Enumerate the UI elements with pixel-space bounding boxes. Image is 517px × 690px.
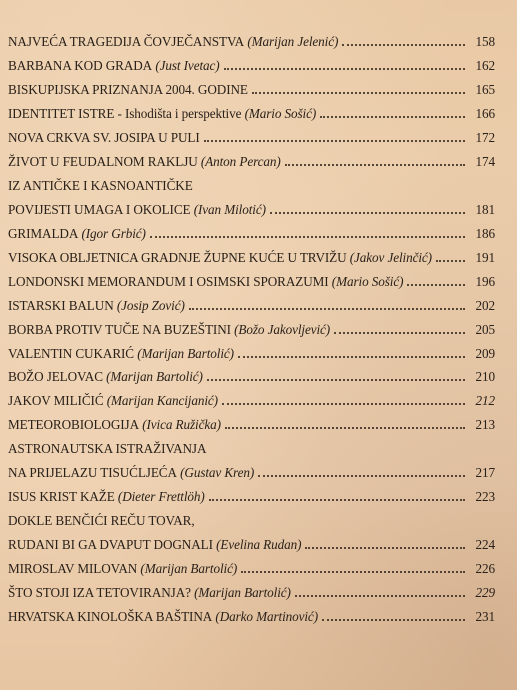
toc-entry xyxy=(8,459,495,479)
dot-leader xyxy=(209,498,465,501)
toc-entry xyxy=(8,579,495,599)
entry-title: LONDONSKI MEMORANDUM I OSIMSKI SPORAZUMI xyxy=(8,273,329,289)
dot-leader xyxy=(258,474,465,477)
entry-title: IZ ANTIČKE I KASNOANTIČKE xyxy=(8,177,193,193)
entry-page-number: 213 xyxy=(475,416,495,432)
entry-title: HRVATSKA KINOLOŠKA BAŠTINA xyxy=(8,608,213,624)
entry-title: BISKUPIJSKA PRIZNANJA 2004. GODINE xyxy=(8,81,248,97)
toc-entry-heading xyxy=(8,507,495,527)
toc-entry xyxy=(8,268,495,288)
entry-page-number: 181 xyxy=(475,201,495,217)
entry-title: ISUS KRIST KAŽE xyxy=(8,488,115,504)
toc-entry xyxy=(8,244,495,264)
dot-leader xyxy=(252,91,465,94)
toc-entry xyxy=(8,363,495,383)
entry-title: NA PRIJELAZU TISUĆLJEĆA xyxy=(8,464,177,480)
toc-entry-heading xyxy=(8,172,495,192)
entry-page-number: 205 xyxy=(475,321,495,337)
entry-author: (Igor Grbić) xyxy=(81,225,146,241)
entry-page-number: 165 xyxy=(475,81,495,97)
dot-leader xyxy=(320,115,465,118)
entry-title: RUDANI BI GA DVAPUT DOGNALI xyxy=(8,536,213,552)
entry-author: (Božo Jakovljević) xyxy=(234,321,331,337)
entry-page-number: 212 xyxy=(475,392,495,408)
dot-leader xyxy=(204,139,465,142)
entry-author: (Marijan Bartolić) xyxy=(140,560,238,576)
entry-page-number: 166 xyxy=(475,105,495,121)
entry-title: IDENTITET ISTRE - Ishodišta i perspektive xyxy=(8,105,242,121)
entry-title: BORBA PROTIV TUČE NA BUZEŠTINI xyxy=(8,321,231,337)
entry-author: (Marijan Bartolić) xyxy=(194,584,291,600)
entry-page-number: 172 xyxy=(475,129,495,145)
entry-author: (Jakov Jelinčić) xyxy=(349,249,432,265)
entry-title: VISOKA OBLJETNICA GRADNJE ŽUPNE KUĆE U TRVIŽU xyxy=(8,249,347,265)
entry-page-number: 191 xyxy=(475,249,495,265)
entry-title: MIROSLAV MILOVAN xyxy=(8,560,138,576)
toc-entry xyxy=(8,148,495,168)
toc-entry xyxy=(8,483,495,503)
entry-title: BOŽO JELOVAC xyxy=(8,368,103,384)
entry-page-number: 186 xyxy=(475,225,495,241)
toc-entry xyxy=(8,555,495,575)
toc-entry xyxy=(8,100,495,120)
dot-leader xyxy=(295,594,465,597)
dot-leader xyxy=(238,355,465,358)
entry-title: ISTARSKI BALUN xyxy=(8,297,114,313)
entry-title: BARBANA KOD GRADA xyxy=(8,57,153,73)
entry-page-number: 162 xyxy=(475,57,495,73)
dot-leader xyxy=(305,546,465,549)
entry-page-number: 158 xyxy=(475,33,495,49)
dot-leader xyxy=(241,570,465,573)
entry-author: (Dieter Frettlöh) xyxy=(117,488,205,504)
dot-leader xyxy=(407,283,465,286)
entry-title: DOKLE BENČIĆI REČU TOVAR, xyxy=(8,512,195,528)
entry-page-number: 223 xyxy=(475,488,495,504)
toc-entry xyxy=(8,340,495,360)
dot-leader xyxy=(342,43,465,46)
entry-page-number: 174 xyxy=(475,153,495,169)
entry-page-number: 229 xyxy=(475,584,495,600)
toc-entry xyxy=(8,387,495,407)
dot-leader xyxy=(222,402,465,405)
toc-entry xyxy=(8,411,495,431)
dot-leader xyxy=(150,235,465,238)
entry-author: (Marijan Jelenić) xyxy=(247,33,339,49)
toc-entry xyxy=(8,292,495,312)
toc-entry xyxy=(8,316,495,336)
entry-author: (Gustav Kren) xyxy=(180,464,255,480)
dot-leader xyxy=(207,378,465,381)
entry-author: (Evelina Rudan) xyxy=(216,536,302,552)
entry-title: NOVA CRKVA SV. JOSIPA U PULI xyxy=(8,129,200,145)
entry-title: GRIMALDA xyxy=(8,225,79,241)
entry-page-number: 217 xyxy=(475,464,495,480)
entry-author: (Marijan Bartolić) xyxy=(106,368,203,384)
toc-entry xyxy=(8,603,495,623)
entry-author: (Ivan Milotić) xyxy=(193,201,266,217)
entry-title: ŽIVOT U FEUDALNOM RAKLJU xyxy=(8,153,198,169)
toc-entry xyxy=(8,52,495,72)
entry-author: (Ivica Ružička) xyxy=(142,416,221,432)
toc-entry xyxy=(8,76,495,96)
entry-title: POVIJESTI UMAGA I OKOLICE xyxy=(8,201,191,217)
dot-leader xyxy=(189,307,465,310)
entry-page-number: 210 xyxy=(475,368,495,384)
entry-author: (Just Ivetac) xyxy=(155,57,220,73)
entry-author: (Mario Sošić) xyxy=(331,273,404,289)
entry-author: (Mario Sošić) xyxy=(244,105,317,121)
entry-title: ŠTO STOJI IZA TETOVIRANJA? xyxy=(8,584,191,600)
toc-entry xyxy=(8,531,495,551)
toc-entry xyxy=(8,28,495,48)
entry-page-number: 202 xyxy=(475,297,495,313)
toc-entry xyxy=(8,220,495,240)
dot-leader xyxy=(334,331,465,334)
entry-page-number: 231 xyxy=(475,608,495,624)
entry-title: VALENTIN CUKARIĆ xyxy=(8,345,134,361)
toc-entry xyxy=(8,124,495,144)
toc-entry-heading xyxy=(8,435,495,455)
entry-title: JAKOV MILIČIĆ xyxy=(8,392,104,408)
entry-page-number: 196 xyxy=(475,273,495,289)
entry-author: (Marijan Kancijanić) xyxy=(106,392,218,408)
dot-leader xyxy=(270,211,465,214)
dot-leader xyxy=(322,618,465,621)
entry-author: (Anton Percan) xyxy=(200,153,281,169)
entry-page-number: 209 xyxy=(475,345,495,361)
entry-page-number: 226 xyxy=(475,560,495,576)
dot-leader xyxy=(436,259,465,262)
dot-leader xyxy=(285,163,465,166)
entry-author: (Marijan Bartolić) xyxy=(137,345,234,361)
entry-page-number: 224 xyxy=(475,536,495,552)
entry-title: NAJVEĆA TRAGEDIJA ČOVJEČANSTVA xyxy=(8,33,245,49)
entry-title: METEOROBIOLOGIJA xyxy=(8,416,139,432)
toc-entry xyxy=(8,196,495,216)
dot-leader xyxy=(224,67,465,70)
entry-author: (Josip Zović) xyxy=(116,297,185,313)
entry-title: ASTRONAUTSKA ISTRAŽIVANJA xyxy=(8,440,207,456)
entry-author: (Darko Martinović) xyxy=(215,608,318,624)
dot-leader xyxy=(225,426,465,429)
